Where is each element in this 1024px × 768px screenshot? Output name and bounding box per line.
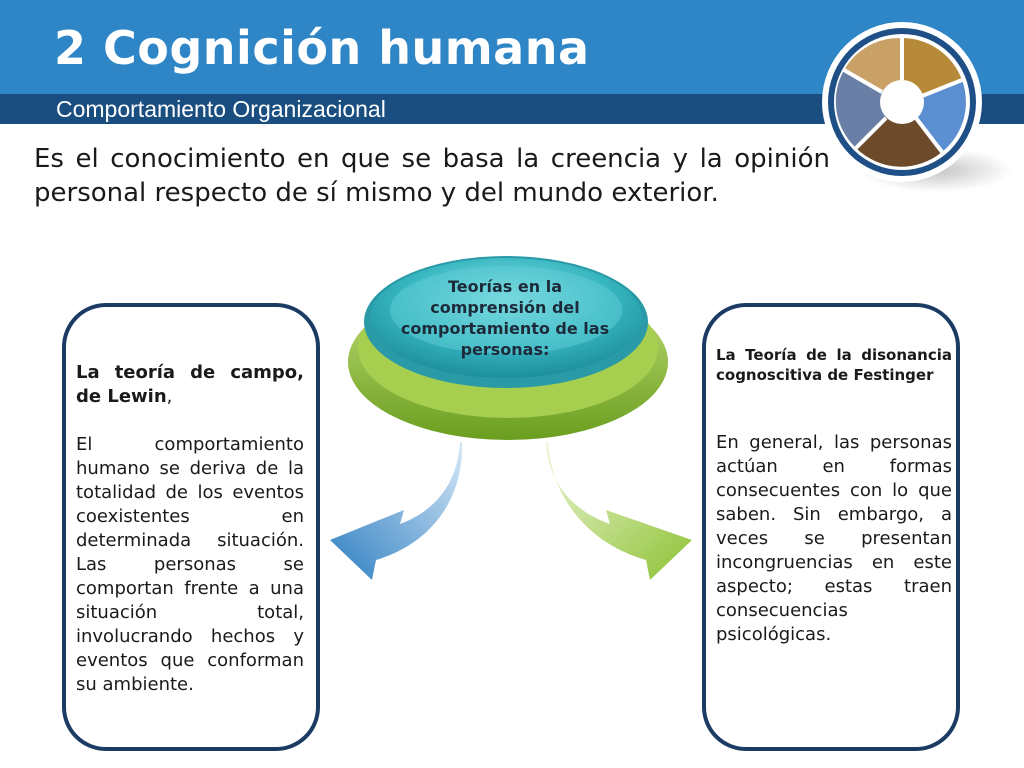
lewin-heading-suffix: ,: [166, 386, 173, 407]
lewin-body: El comportamiento humano se deriva de la totalidad de los eventos coexistentes en determinada situación. Las personas se comportan frente a una situación total, involucrando hechos y eventos que conforman su ambiente.: [76, 434, 304, 695]
intro-paragraph: Es el conocimiento en que se basa la creencia y la opinión personal respecto de sí mismo y del mundo exterior.: [34, 144, 830, 208]
festinger-theory-card: [702, 303, 960, 751]
slide-subtitle: Comportamiento Organizacional: [56, 96, 386, 122]
lewin-heading: [76, 361, 304, 409]
festinger-body: En general, las personas actúan en formas consecuentes con lo que saben. Sin embargo, a veces se presentan incongruencias en este aspecto; estas traen consecuencias psicológicas.: [716, 432, 952, 645]
slide-title: 2 Cognición humana: [54, 21, 590, 75]
festinger-heading: La Teoría de la disonancia cognoscitiva de Festinger: [716, 346, 952, 384]
left-arrow-icon: [330, 442, 462, 580]
right-arrow-icon: [546, 442, 692, 580]
branch-arrows: [320, 440, 710, 590]
lewin-theory-card: [62, 303, 320, 751]
photo-collage-ring-logo: [814, 18, 1014, 198]
lewin-heading-text: La teoría de campo, de Lewin: [76, 362, 304, 407]
center-label: Teorías en la comprensión del comportamiento de las personas:: [400, 277, 610, 359]
